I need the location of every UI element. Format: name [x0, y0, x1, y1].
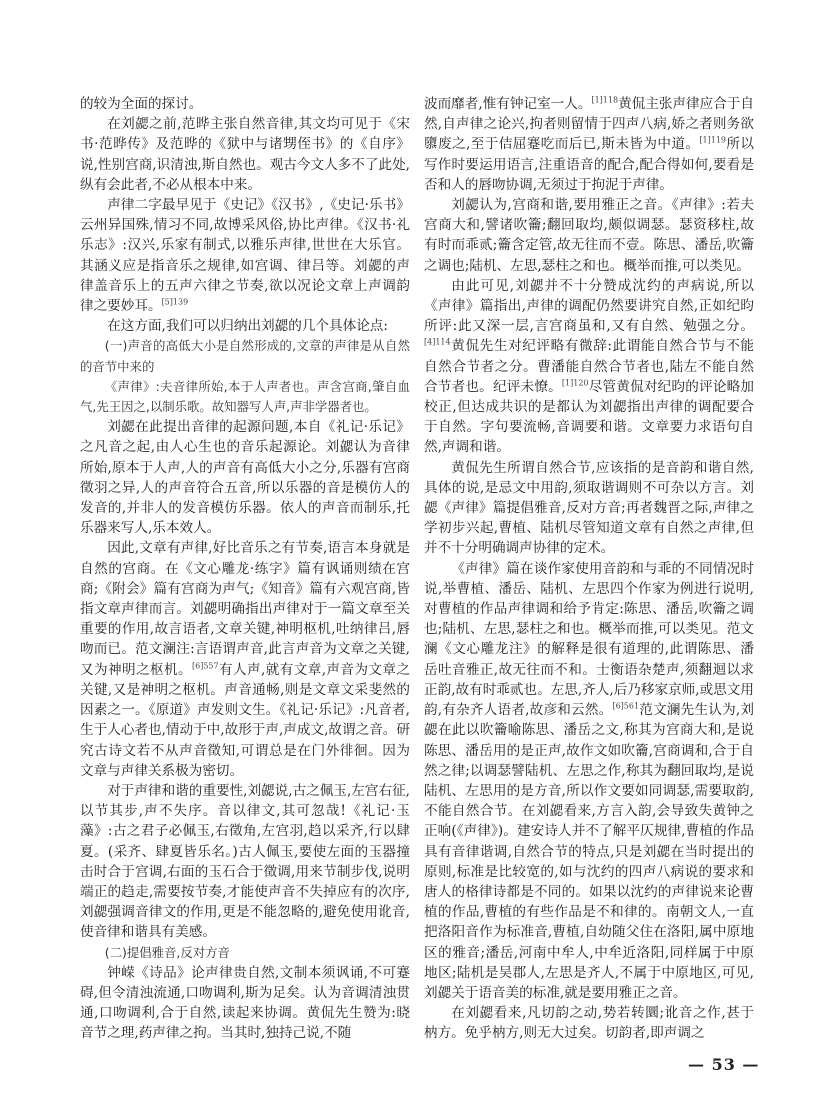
paragraph [80, 781, 410, 943]
paragraph [424, 195, 754, 276]
paragraph [80, 195, 410, 316]
paragraph [80, 538, 410, 780]
paragraph [80, 943, 410, 963]
citation-ref: [4]114 [424, 337, 451, 347]
citation-ref: [5]139 [161, 297, 189, 307]
paragraph [80, 963, 410, 1044]
paragraph-text: 在刘勰看来,凡切韵之动,势若转圜;讹音之作,甚于枘方。免乎枘方,则无大过矣。切韵者,即声调之 [424, 1005, 754, 1042]
paragraph [80, 94, 410, 114]
left-column [80, 94, 410, 1044]
paragraph-text: 刘勰在此提出音律的起源问题,本自《礼记·乐记》之凡音之起,由人心生也的音乐起源论。刘勰认为音律所始,原本于人声,人的声音有高低大小之分,乐器有宫商徵羽之异,人的声音符合五音,所以乐器的音是模仿人的发音的,并非人的发音模仿乐器。依人的声音而制乐,托乐器来写人,乐本效人。 [80, 419, 410, 537]
paragraph-text: 声律二字最早见于《史记》《汉书》,《史记·乐书》云州异国殊,情习不同,故博采风俗,协比声律。《汉书·礼乐志》:汉兴,乐家有制式,以雅乐声律,世世在大乐官。其涵义应是指音乐之规律,如宫调、律吕等。刘勰的声律盖音乐上的五声六律之节奏,欲以况论文章上声调韵律之要妙耳。 [80, 197, 410, 315]
paragraph-text: 钟嵘《诗品》论声律贵自然,文制本须讽诵,不可蹇碍,但令清浊流通,口吻调利,斯为足矣。认为音调清浊贯通,口吻调利,合于自然,读起来协调。黄侃先生赞为:晓音节之理,药声律之拘。当其时,独持己说,不随 [80, 964, 410, 1042]
page-number: — 53 — [688, 1055, 760, 1074]
paragraph [424, 1003, 754, 1043]
paragraph-text: 波而靡者,惟有钟记室一人。 [424, 96, 592, 112]
paragraph-text: 在刘勰之前,范晔主张自然音律,其文均可见于《宋书·范晔传》及范晔的《狱中与诸甥侄书》的《自序》说,性别宫商,识清浊,斯自然也。观古今文人多不了此处,纵有会此者,不必从根本中来。 [80, 116, 410, 193]
right-column [424, 94, 754, 1044]
paragraph-text: 刘勰认为,宫商和谐,要用雅正之音。《声律》:若夫宫商大和,譬诸吹籥;翻回取均,颇似调瑟。瑟资移柱,故有时而乖贰;籥含定管,故无往而不壹。陈思、潘岳,吹籥之调也;陆机、左思,瑟柱之和也。概举而推,可以类见。 [424, 197, 754, 274]
paragraph-text: 对于声律和谐的重要性,刘勰说,古之佩玉,左宫右征,以节其步,声不失序。音以律文,其可忽哉!《礼记·玉藻》:古之君子必佩玉,右徵角,左宫羽,趋以采齐,行以肆夏。(采齐、肆夏皆乐名。)古人佩玉,要使左面的玉器撞击时合于宫调,右面的玉石合于徵调,用来节制步伐,说明端正的趋走,需要按节奏,才能使声音不失掉应有的次序,刘勰强调音律文的作用,更是不能忽略的,避免使用讹音,使音律和谐具有美感。 [80, 782, 410, 941]
paragraph-text: 因此,文章有声律,好比音乐之有节奏,语言本身就是自然的宫商。在《文心雕龙·练字》篇有讽诵则绩在宫商;《附会》篇有宫商为声气;《知音》篇有六观宫商,皆指文章声律而言。刘勰明确指出声律对于一篇文章至关重要的作用,故言语者,文章关键,神明枢机,吐纳律吕,唇吻而已。范文澜注:言语谓声音,此言声音为文章之关键,又为神明之枢机。 [80, 540, 410, 678]
paragraph-text: 《声律》:夫音律所始,本于人声者也。声含宫商,肇自血气,先王因之,以制乐歌。故知器写人声,声非学器者也。 [80, 378, 410, 415]
paragraph [424, 94, 754, 195]
paragraph-text: 黄侃主张声律应合于自然,自声律之论兴,拘者则留情于四声八病,娇之者则务欲隳废之,至于佶屈蹇吃而后已,斯未皆为中道。 [424, 96, 754, 153]
citation-ref: [6]561 [612, 701, 640, 711]
paragraph-text: 的较为全面的探讨。 [80, 96, 203, 112]
paragraph [424, 559, 754, 1003]
paragraph-text: 黄侃先生所谓自然合节,应该指的是音韵和谐自然,具体的说,是忌文中用韵,须取谐调则不可杂以方言。刘勰《声律》篇提倡雅音,反对方音;再者魏晋之际,声律之学初步兴起,曹植、陆机尽管知道文章有自然之声律,但并不十分明确调声协律的定术。 [424, 459, 754, 557]
paragraph-text: 范文澜先生认为,刘勰在此以吹籥喻陈思、潘岳之文,称其为宫商大和,是说陈思、潘岳用的是正声,故作文如吹籥,宫商调和,合于自然之律;以调瑟譬陆机、左思之作,称其为翻回取均,是说陆机、左思用的是方音,所以作文要如同调瑟,需要取韵,不能自然合节。在刘勰看来,方言入韵,会导致失黄钟之正响(《声律》)。建安诗人并不了解平仄规律,曹植的作品具有音律谐调,自然合节的特点,只是刘勰在当时提出的原则,标准是比较宽的,如与沈约的四声八病说的要求和唐人的格律诗都是不同的。如果以沈约的声律说来论曹植的作品,曹植的有些作品是不和律的。南朝文人,一直把洛阳音作为标准音,曹植,自幼随父住在洛阳,属中原地区的雅音;潘岳,河南中牟人,中牟近洛阳,同样属于中原地区;陆机是吴郡人,左思是齐人,不属于中原地区,可见,刘勰关于语音美的标准,就是要用雅正之音。 [424, 702, 754, 1001]
citation-ref: [1]118 [591, 95, 619, 105]
paragraph-text: (一)声音的高低大小是自然形成的,文章的声律是从自然的音节中来的 [80, 338, 410, 374]
paragraph-text: 有人声,就有文章,声音为文章之关键,又是神明之枢机。声音通畅,则是文章文采斐然的因素之一。《原道》声发则文生。《礼记·乐记》:凡音者,生于人心者也,情动于中,故形于声,声成文,故谓之音。研究古诗文若不从声音徵知,可谓总是在门外徘徊。因为文章与声律关系极为密切。 [80, 661, 410, 779]
citation-ref: [6]557 [191, 661, 219, 671]
paragraph [80, 316, 410, 336]
paragraph-text: 由此可见,刘勰并不十分赞成沈约的声病说,所以《声律》篇指出,声律的调配仍然要讲究自然,正如纪昀所评:此又深一层,言宫商虽和,又有自然、勉强之分。 [424, 277, 754, 335]
paragraph-text: (二)提倡雅音,反对方音 [104, 944, 230, 960]
paragraph-text: 所以写作时要运用语言,注重语音的配合,配合得如何,要看是否和人的唇吻协调,无须过于拘泥于声律。 [424, 136, 754, 193]
paragraph [80, 417, 410, 538]
paragraph [424, 458, 754, 559]
paragraph-text: 《声律》篇在谈作家使用音韵和与乖的不同情况时说,举曹植、潘岳、陆机、左思四个作家为例进行说明,对曹植的作品声律调和给予肯定:陈思、潘岳,吹籥之调也;陆机、左思,瑟柱之和也。概举而推,可以类见。范文澜《文心雕龙注》的解释是很有道理的,此谓陈思、潘岳吐音雅正,故无往而不和。士衡语杂楚声,须翻迴以求正韵,故有时乖贰也。左思,齐人,后乃移家京师,或思文用韵,有杂齐人语者,故彦和云然。 [424, 560, 754, 719]
paragraph [80, 114, 410, 195]
citation-ref: [1]119 [699, 135, 726, 145]
paragraph-text: 黄侃先生对纪评略有微辞:此谓能自然合节与不能自然合节者之分。曹潘能自然合节者也,陆左不能自然合节者也。纪评未憭。 [424, 338, 754, 395]
paragraph-text: 在这方面,我们可以归纳出刘勰的几个具体论点: [107, 318, 388, 335]
paragraph [80, 336, 410, 376]
paragraph [424, 276, 754, 458]
citation-ref: [1]120 [561, 378, 589, 388]
paragraph [80, 377, 410, 417]
paragraph-text: 尽管黄侃对纪昀的评论略加校正,但达成共识的是都认为刘勰指出声律的调配要合于自然。字句要流畅,音调要和谐。文章要力求语句自然,声调和谐。 [424, 378, 755, 456]
